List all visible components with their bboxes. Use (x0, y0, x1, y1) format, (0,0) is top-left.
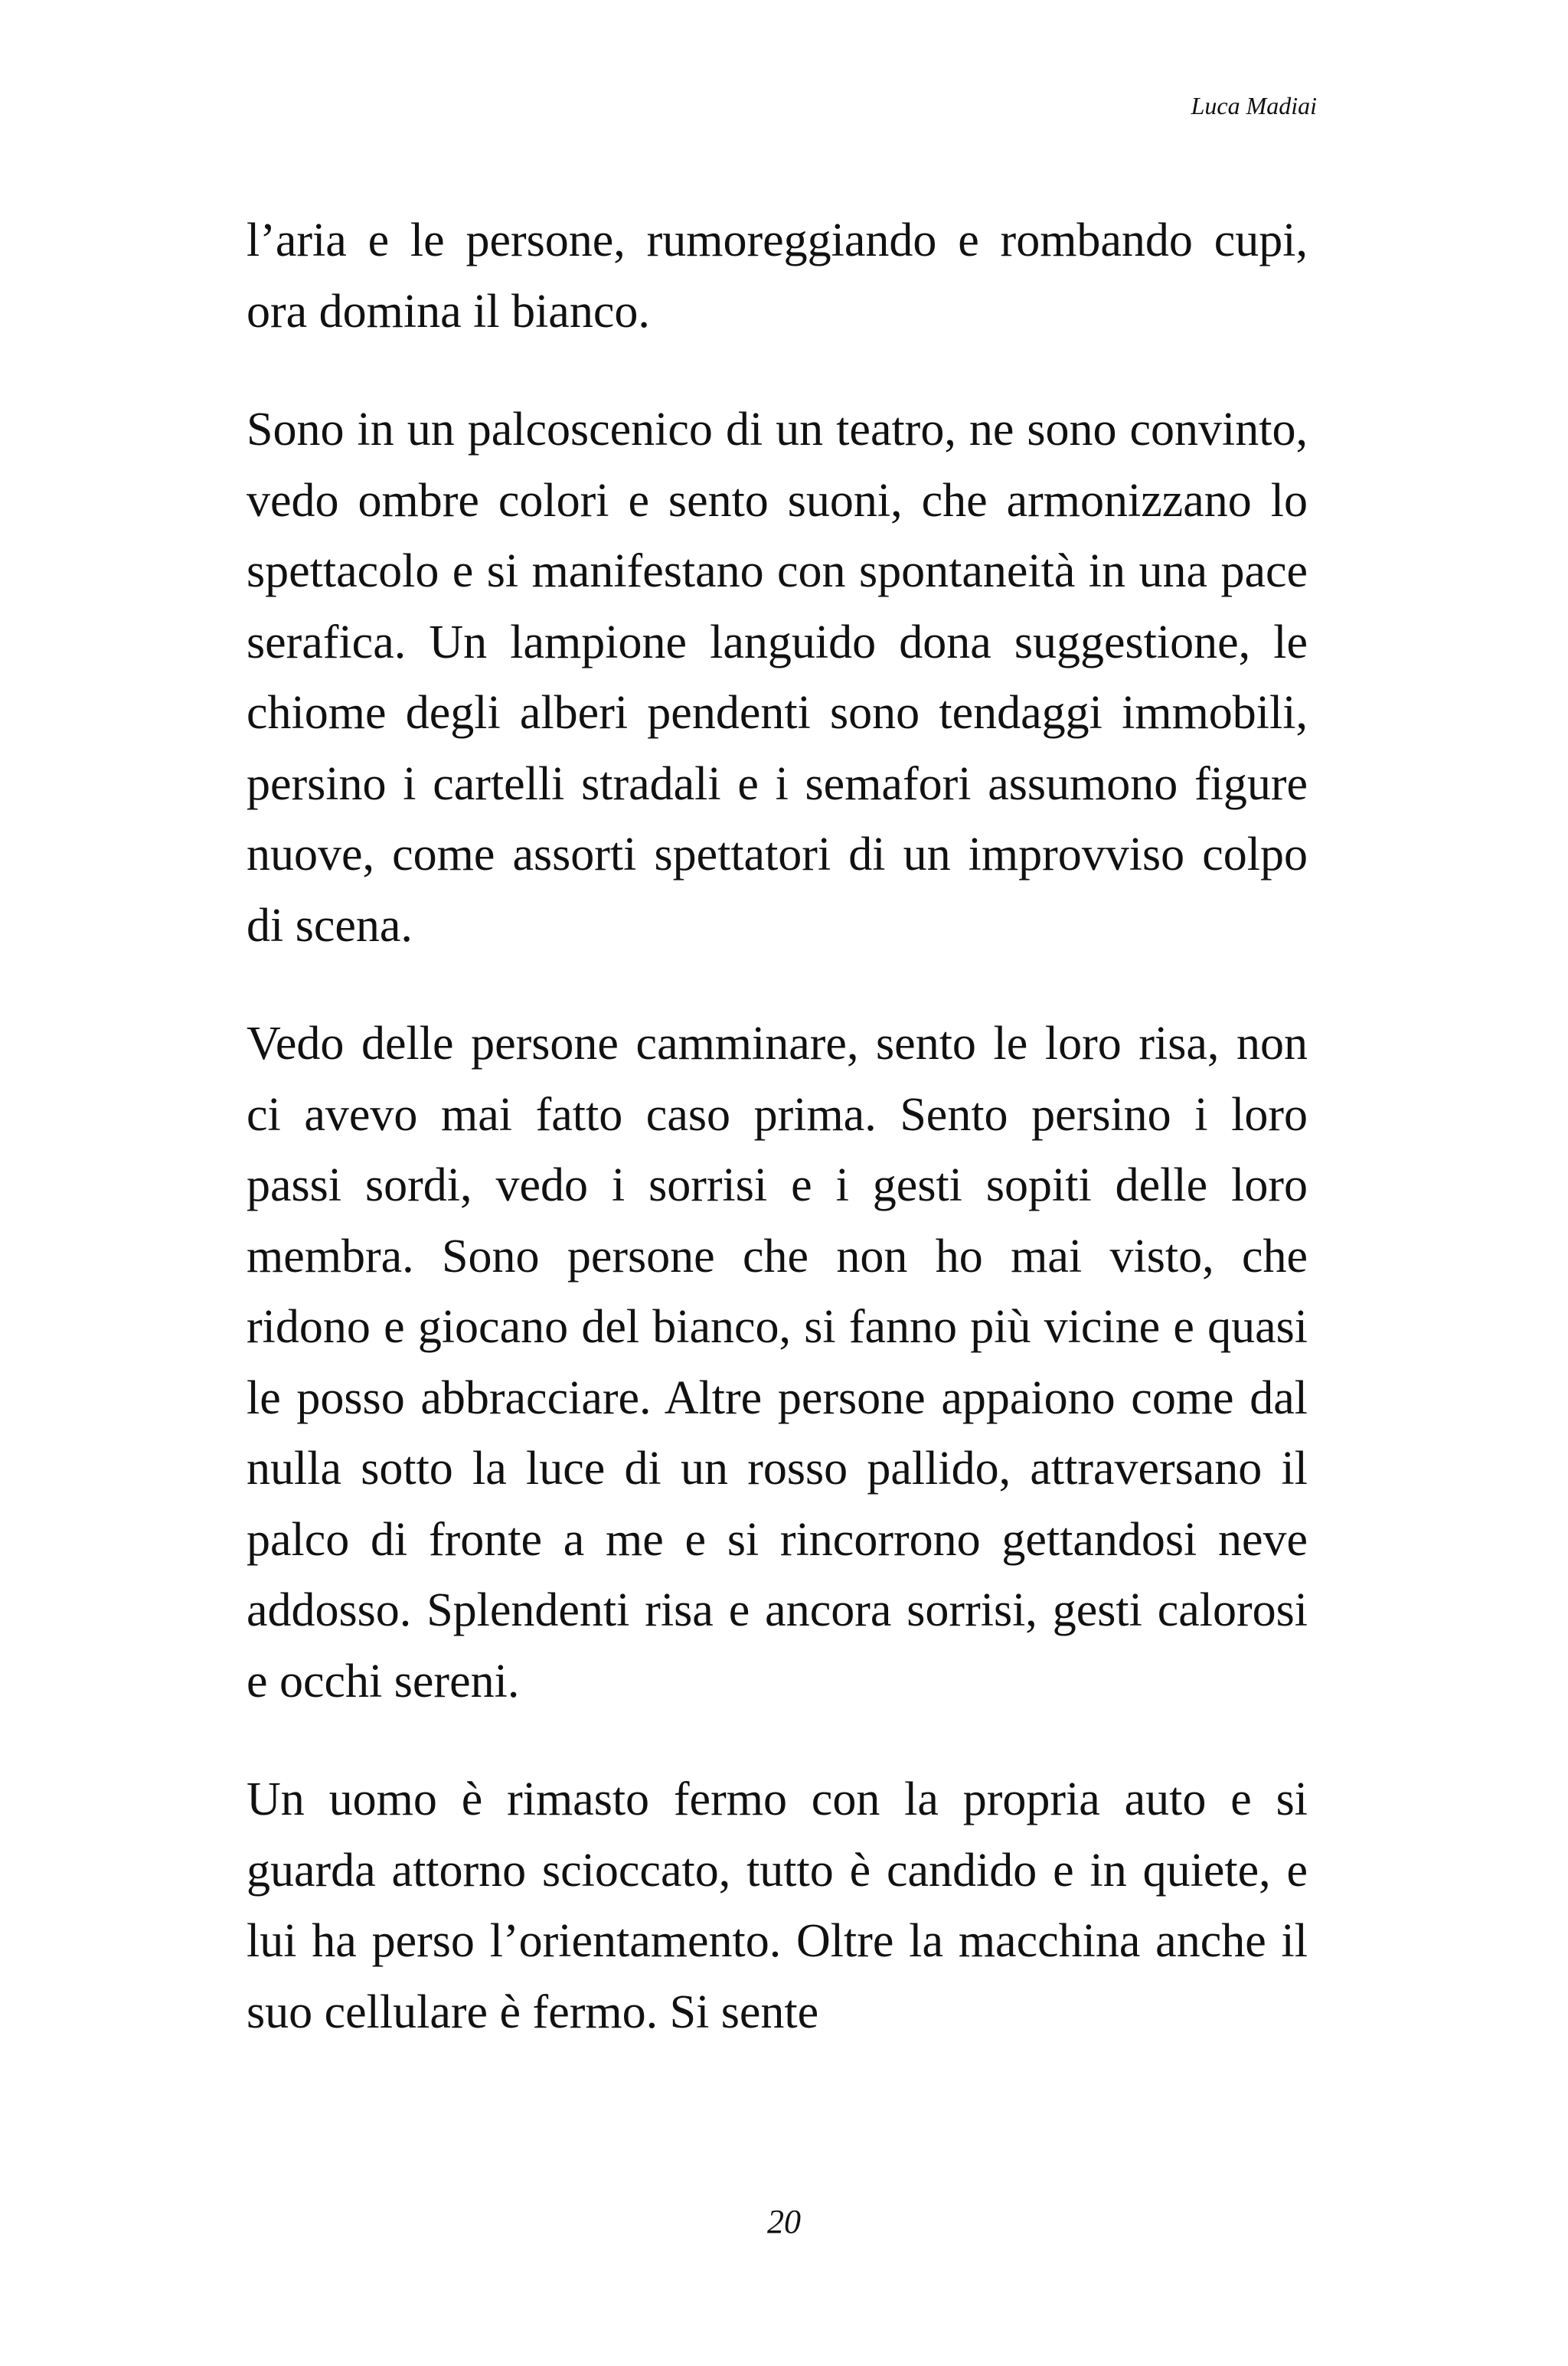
paragraph: l’aria e le persone, rumoreggiando e rombando cupi, ora domina il bianco. (247, 214, 1308, 338)
running-header-author: Luca Madiai (1191, 92, 1317, 119)
paragraph: Vedo delle persone camminare, sento le loro risa, non ci avevo mai fatto caso prima. Sento persino i loro passi sordi, vedo i sorrisi e i gesti sopiti delle loro membra. Sono persone che non ho mai visto, che ridono e giocano del bianco, si fanno più vicine e quasi le posso abbracciare. Altre persone appaiono come dal nulla sotto la luce di un rosso pallido, attraversano il palco di fronte a me e si rincorrono gettandosi neve addosso. Splendenti risa e ancora sorrisi, gesti calorosi e occhi sereni. (247, 1018, 1308, 1708)
body-text (247, 205, 1308, 2047)
page-number: 20 (767, 2203, 801, 2240)
paragraph: Un uomo è rimasto fermo con la propria auto e si guarda attorno scioccato, tutto è candido e in quiete, e lui ha perso l’orientamento. Oltre la macchina anche il suo cellulare è fermo. Si sente (247, 1773, 1308, 2038)
paragraph: Sono in un palcoscenico di un teatro, ne sono convinto, vedo ombre colori e sento suoni, che armonizzano lo spettacolo e si manifestano con spontaneità in una pace serafica. Un lampione languido dona suggestione, le chiome degli alberi pendenti sono tendaggi immobili, persino i cartelli stradali e i semafori assumono figure nuove, come assorti spettatori di un improvviso colpo di scena. (247, 404, 1308, 952)
